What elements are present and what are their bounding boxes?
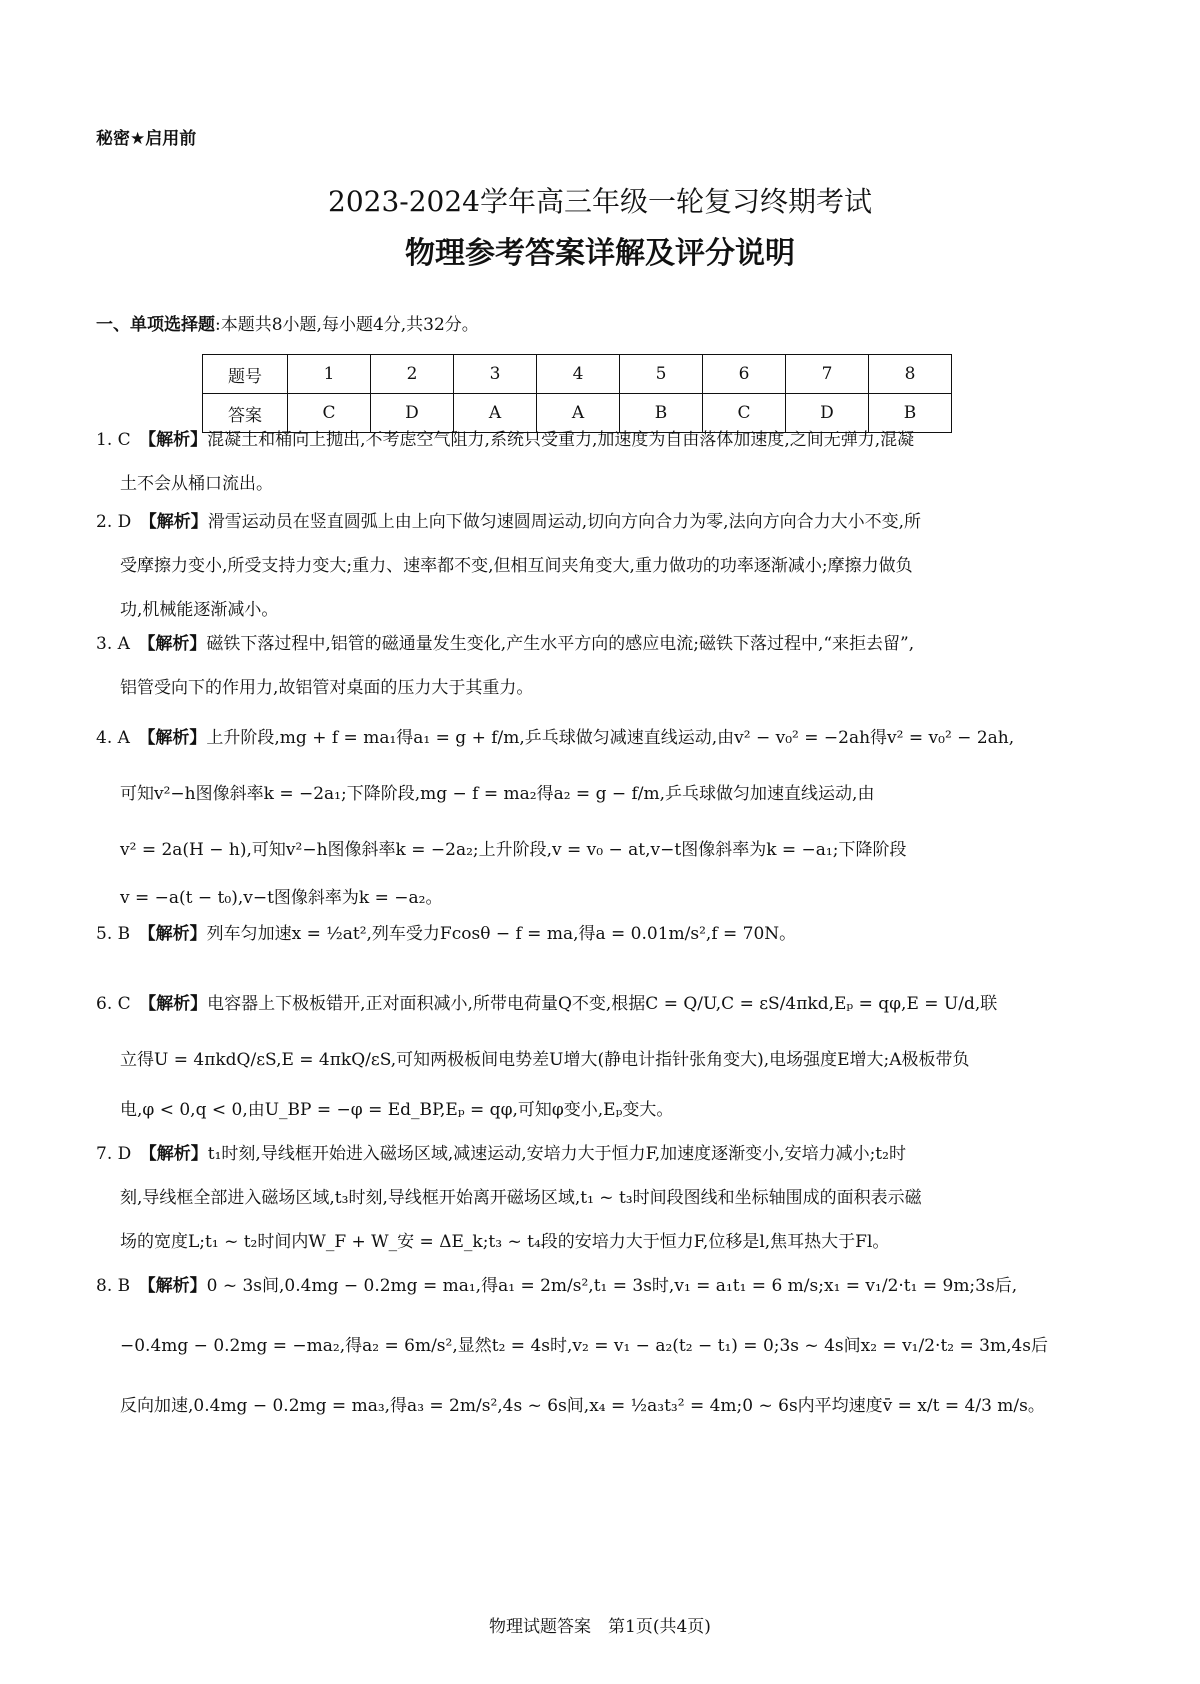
item-line: 受摩擦力变小,所受支持力变大;重力、速率都不变,但相互间夹角变大,重力做功的功率逐渐减小;摩擦力做负: [120, 556, 913, 576]
table-cell: D: [786, 394, 869, 433]
table-cell: A: [537, 394, 620, 433]
item-line: 磁铁下落过程中,铝管的磁通量发生变化,产生水平方向的感应电流;磁铁下落过程中,“来拒去留”,: [206, 634, 915, 654]
answer-item-2: [96, 500, 1116, 632]
table-header-cell: 题号: [203, 355, 288, 394]
item-number: 1. C: [96, 430, 131, 450]
item-number: 5. B: [96, 924, 131, 944]
item-line: 滑雪运动员在竖直圆弧上由上向下做匀速圆周运动,切向方向合力为零,法向方向合力大小不变,所: [207, 512, 921, 532]
analysis-tag: 【解析】: [147, 1276, 207, 1296]
table-cell: 8: [869, 355, 952, 394]
exam-title: 2023-2024学年高三年级一轮复习终期考试: [328, 185, 872, 218]
table-cell: 1: [288, 355, 371, 394]
item-line: 电容器上下极板错开,正对面积减小,所带电荷量Q不变,根据C = Q/U,C = εS/4πkd,Eₚ = qφ,E = U/d,联: [207, 994, 998, 1014]
table-cell: A: [454, 394, 537, 433]
item-number: 6. C: [96, 994, 131, 1014]
table-cell: 2: [371, 355, 454, 394]
analysis-tag: 【解析】: [147, 924, 207, 944]
item-line: 刻,导线框全部进入磁场区域,t₃时刻,导线框开始离开磁场区域,t₁ ~ t₃时间段图线和坐标轴围成的面积表示磁: [120, 1188, 922, 1208]
item-line: 立得U = 4πkdQ/εS,E = 4πkQ/εS,可知两极板间电势差U增大(静电计指针张角变大),电场强度E增大;A极板带负: [120, 1050, 970, 1070]
table-cell: B: [620, 394, 703, 433]
answer-item-1: [96, 418, 1116, 506]
table-header-cell: 答案: [203, 394, 288, 433]
table-cell: C: [703, 394, 786, 433]
table-cell: 5: [620, 355, 703, 394]
table-cell: 4: [537, 355, 620, 394]
answer-item-5: [96, 912, 1116, 956]
section-heading: [96, 310, 479, 335]
table-row-numbers: [203, 355, 952, 394]
item-line: 铝管受向下的作用力,故铝管对桌面的压力大于其重力。: [120, 678, 534, 698]
item-line: 土不会从桶口流出。: [120, 474, 273, 494]
table-cell: D: [371, 394, 454, 433]
analysis-tag: 【解析】: [148, 512, 208, 532]
item-line: 可知v²−h图像斜率k = −2a₁;下降阶段,mg − f = ma₂得a₂ = g − f/m,乒乓球做匀加速直线运动,由: [120, 784, 875, 804]
document-title: 物理参考答案详解及评分说明: [405, 236, 795, 271]
item-line: 场的宽度L;t₁ ~ t₂时间内W_F + W_安 = ΔE_k;t₃ ~ t₄段的安培力大于恒力F,位移是l,焦耳热大于Fl。: [120, 1232, 890, 1252]
answer-item-6: [96, 976, 1116, 1132]
item-number: 8. B: [96, 1276, 131, 1296]
item-line: 反向加速,0.4mg − 0.2mg = ma₃,得a₃ = 2m/s²,4s ~ 6s间,x₄ = ½a₃t₃² = 4m;0 ~ 6s内平均速度v̄ = x/t = 4/3 m/s。: [120, 1396, 1045, 1416]
item-number: 7. D: [96, 1144, 132, 1164]
item-line: 列车匀加速x = ½at²,列车受力Fcosθ − f = ma,得a = 0.01m/s²,f = 70N。: [206, 924, 797, 944]
analysis-tag: 【解析】: [147, 994, 208, 1014]
section-desc: :本题共8小题,每小题4分,共32分。: [215, 315, 479, 335]
analysis-tag: 【解析】: [147, 430, 208, 450]
table-cell: 6: [703, 355, 786, 394]
analysis-tag: 【解析】: [146, 728, 207, 748]
item-line: 功,机械能逐渐减小。: [120, 600, 279, 620]
table-cell: 3: [454, 355, 537, 394]
item-line: t₁时刻,导线框开始进入磁场区域,减速运动,安培力大于恒力F,加速度逐渐变小,安培力减小;t₂时: [207, 1144, 906, 1164]
item-line: 0 ~ 3s间,0.4mg − 0.2mg = ma₁,得a₁ = 2m/s²,t₁ = 3s时,v₁ = a₁t₁ = 6 m/s;x₁ = v₁/2·t₁ = 9m;3s后,: [206, 1276, 1018, 1296]
table-cell: B: [869, 394, 952, 433]
analysis-tag: 【解析】: [146, 634, 207, 654]
table-cell: 7: [786, 355, 869, 394]
item-number: 4. A: [96, 728, 130, 748]
table-cell: C: [288, 394, 371, 433]
item-number: 3. A: [96, 634, 130, 654]
answer-item-8: [96, 1256, 1116, 1436]
item-number: 2. D: [96, 512, 132, 532]
confidential-mark: 秘密★启用前: [96, 129, 197, 149]
analysis-tag: 【解析】: [148, 1144, 208, 1164]
item-line: 混凝土和桶向上抛出,不考虑空气阻力,系统只受重力,加速度为自由落体加速度,之间无弹力,混凝: [207, 430, 915, 450]
item-line: 电,φ < 0,q < 0,由U_BP = −φ = Ed_BP,Eₚ = qφ,可知φ变小,Eₚ变大。: [120, 1100, 674, 1120]
answer-item-7: [96, 1132, 1116, 1264]
page-footer: 物理试题答案 第1页(共4页): [489, 1617, 711, 1637]
item-line: v = −a(t − t₀),v−t图像斜率为k = −a₂。: [120, 888, 443, 908]
item-line: v² = 2a(H − h),可知v²−h图像斜率k = −2a₂;上升阶段,v = v₀ − at,v−t图像斜率为k = −a₁;下降阶段: [120, 840, 907, 860]
answer-item-3: [96, 622, 1116, 710]
item-line: −0.4mg − 0.2mg = −ma₂,得a₂ = 6m/s²,显然t₂ = 4s时,v₂ = v₁ − a₂(t₂ − t₁) = 0;3s ~ 4s间x₂ = v₁/2·t₂ = 3m,4s后: [120, 1336, 1049, 1356]
answer-item-4: [96, 710, 1116, 918]
section-label: 一、单项选择题: [96, 315, 215, 335]
item-line: 上升阶段,mg + f = ma₁得a₁ = g + f/m,乒乓球做匀减速直线运动,由v² − v₀² = −2ah得v² = v₀² − 2ah,: [206, 728, 1015, 748]
